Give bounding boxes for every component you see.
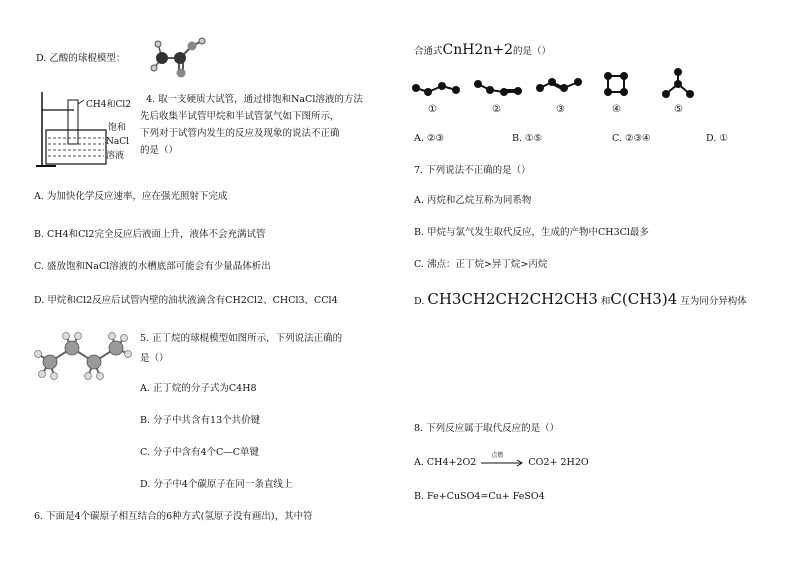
q4-option-c: C. 盛放饱和NaCl溶液的水槽底部可能会有少量晶体析出	[34, 261, 271, 272]
q7-option-c: C. 沸点：正丁烷>异丁烷>丙烷	[414, 259, 548, 270]
q7-option-d-suffix: 互为同分异构体	[680, 296, 747, 307]
q7-option-d-prefix: D.	[414, 296, 425, 307]
q6-stem-2	[414, 44, 551, 58]
reaction-condition: 点燃	[491, 451, 504, 459]
q7-option-d	[414, 290, 747, 311]
q6-stem-1: 6. 下面是4个碳原子相互结合的6种方式(氢原子没有画出)，其中符	[34, 511, 313, 522]
q4-option-b: B. CH4和Cl2完全反应后液面上升，液体不会充满试管	[34, 229, 266, 240]
q6-option-d: D. ①	[706, 133, 728, 144]
q3-option-d: D. 乙酸的球棍模型：	[36, 53, 126, 64]
q5-option-b: B. 分子中共含有13个共价键	[140, 415, 261, 426]
carbon-skeleton-1	[412, 78, 462, 98]
q4-stem-4: 的是（）	[140, 145, 179, 156]
q5-stem-2: 是（）	[140, 353, 169, 364]
q8-option-a-reactants: A. CH4+2O2	[414, 457, 477, 468]
q6-option-a: A. ②③	[414, 133, 444, 144]
acetic-acid-model	[150, 38, 210, 78]
q7-stem: 7. 下列说法不正确的是（）	[414, 165, 531, 176]
carbon-skeleton-3	[536, 76, 586, 96]
q4-option-a: A. 为加快化学反应速率，应在强光照射下完成	[34, 191, 228, 202]
q4-stem-3: 下列对于试管内发生的反应及现象的说法不正确	[140, 128, 340, 139]
q8-option-b: B. Fe+CuSO4=Cu+ FeSO4	[414, 491, 545, 502]
carbon-skeleton-5	[660, 68, 700, 102]
apparatus-sat-label-3: 溶液	[106, 151, 125, 161]
molecule-label-3: ③	[556, 104, 565, 115]
molecule-label-4: ④	[612, 104, 621, 115]
q8-option-a-products: CO2+ 2H2O	[528, 457, 589, 468]
q5-option-d: D. 分子中4个碳原子在同一条直线上	[140, 479, 293, 490]
q6-stem-suffix: 的是（）	[513, 46, 552, 57]
q6-stem-prefix: 合通式	[414, 46, 443, 57]
q8-option-a	[414, 451, 589, 469]
apparatus-gas-label: CH4和Cl2	[86, 100, 131, 110]
molecule-label-2: ②	[492, 104, 501, 115]
q7-option-a: A. 丙烷和乙烷互称为同系物	[414, 195, 532, 206]
general-formula: CnH2n+2	[442, 42, 514, 58]
q5-option-c: C. 分子中含有4个C—C单键	[140, 447, 260, 458]
q4-stem-2: 先后收集半试管甲烷和半试管氯气如下图所示，	[140, 111, 340, 122]
q7-option-d-and: 和	[600, 296, 611, 307]
butane-model	[32, 332, 132, 382]
q4-option-d: D. 甲烷和Cl2反应后试管内壁的油状液滴含有CH2Cl2、CHCl3、CCl4	[34, 295, 338, 306]
q8-stem: 8. 下列反应属于取代反应的是（）	[414, 423, 560, 434]
q6-option-b: B. ①⑤	[512, 133, 543, 144]
q7-option-b: B. 甲烷与氯气发生取代反应，生成的产物中CH3Cl最多	[414, 227, 649, 238]
q5-option-a: A. 正丁烷的分子式为C4H8	[140, 383, 257, 394]
molecule-label-1: ①	[428, 104, 437, 115]
molecule-label-5: ⑤	[674, 104, 683, 115]
q5-stem-1: 5. 正丁烷的球棍模型如图所示，下列说法正确的	[140, 333, 343, 344]
pentane-formula: CH3CH2CH2CH2CH3	[427, 290, 598, 308]
apparatus-sat-label-1: 饱和	[108, 123, 127, 133]
apparatus-sat-label-2: NaCl	[106, 137, 130, 147]
reaction-arrow	[479, 451, 525, 468]
q6-option-c: C. ②③④	[612, 133, 651, 144]
carbon-skeleton-4	[598, 68, 638, 102]
neopentane-formula: C(CH3)4	[610, 290, 678, 308]
carbon-skeleton-2	[474, 78, 524, 98]
q4-stem-1: 4. 取一支硬质大试管，通过排饱和NaCl溶液的方法	[146, 94, 363, 105]
